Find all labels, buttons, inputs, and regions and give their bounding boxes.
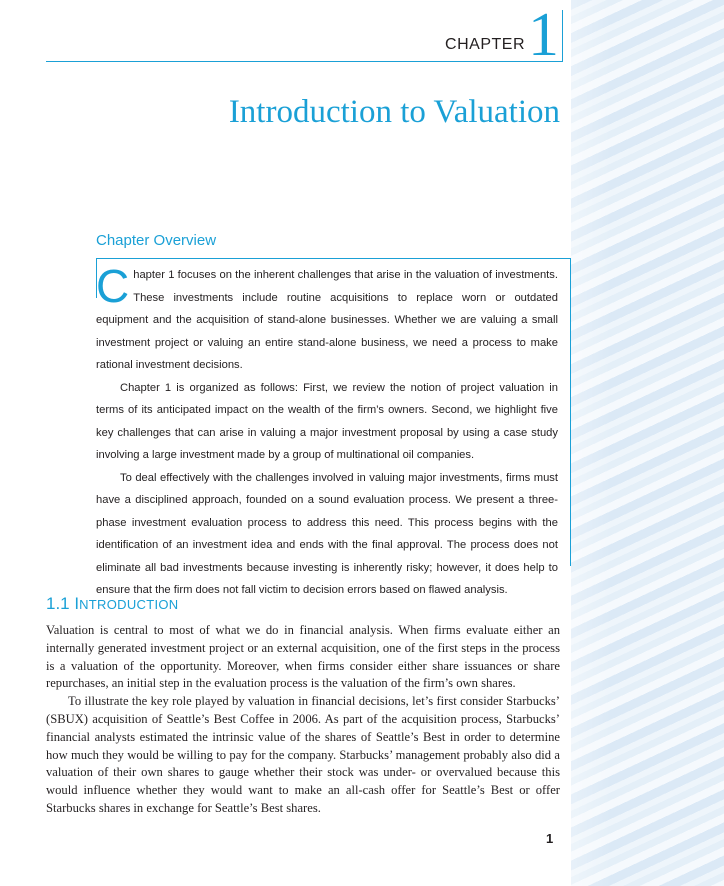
chapter-title: Introduction to Valuation	[228, 94, 560, 130]
stripe-fade	[571, 0, 611, 886]
chapter-rule-horizontal	[46, 61, 562, 62]
body-paragraph-1: Valuation is central to most of what we do in financial analysis. When firms evaluate either an internally generated investment project or an external acquisition, one of the first steps in the process is a valuation of the opportunity. Moreover, when firms consider either share issuances or share repurchases, an initial step in the evaluation process is the valuation of the firm’s own shares.	[46, 623, 560, 691]
overview-paragraph-3: To deal effectively with the challenges involved in valuing major investments, firms must have a disciplined approach, founded on a sound evaluation process. We present a three-phase investment evaluation process to address this need. This process begins with the identification of an investment idea and ends with the final approval. The process does not eliminate all bad investments because investing is inherently risky; however, it does help to ensure that the firm does not fall victim to decision errors based on flawed analysis.	[96, 471, 558, 596]
overview-rule-horizontal	[96, 258, 571, 259]
section-body	[46, 622, 560, 818]
chapter-number: 1	[528, 1, 559, 69]
overview-paragraph-1	[96, 260, 558, 377]
overview-text	[96, 260, 558, 602]
section-title-rest: NTRODUCTION	[79, 597, 179, 612]
section-number: 1.1	[46, 594, 70, 613]
chapter-label: CHAPTER	[445, 36, 525, 53]
overview-rule-right	[570, 258, 571, 566]
overview-paragraph-1-text: hapter 1 focuses on the inherent challenges that arise in the valuation of investments. These investments include routine acquisitions to replace worn or outdated equipment and the acquisition of stand-alone businesses. Whether we are valuing a small investment project or valuing an entire stand-alone business, we need a process to make rational investment decisions.	[96, 269, 558, 371]
page-number: 1	[546, 831, 554, 846]
chapter-rule-vertical	[562, 10, 563, 62]
overview-paragraph-2: Chapter 1 is organized as follows: First, we review the notion of project valuation in terms of its anticipated impact on the wealth of the firm’s owners. Second, we highlight five key challenges that can arise in valuing a major investment proposal by using a case study involving a large investment made by a group of multinational oil companies.	[96, 381, 558, 461]
section-title-initial: I	[74, 594, 80, 613]
body-paragraph-2: To illustrate the key role played by valuation in financial decisions, let’s first consider Starbucks’ (SBUX) acquisition of Seattle’s Best Coffee in 2006. As part of the acquisition process, Starbucks’ financial analysts estimated the intrinsic value of the shares of Seattle’s Best in order to determine how much they would be willing to pay for the company. Starbucks’ management probably also did a valuation of their own shares to gauge whether their stock was under- or overvalued because this would influence whether they would want to make an all-cash offer for Seattle’s Best or offer Starbucks shares in exchange for Seattle’s Best shares.	[46, 694, 560, 815]
drop-cap: C	[96, 260, 130, 312]
overview-heading: Chapter Overview	[96, 232, 217, 249]
section-heading	[46, 594, 178, 614]
